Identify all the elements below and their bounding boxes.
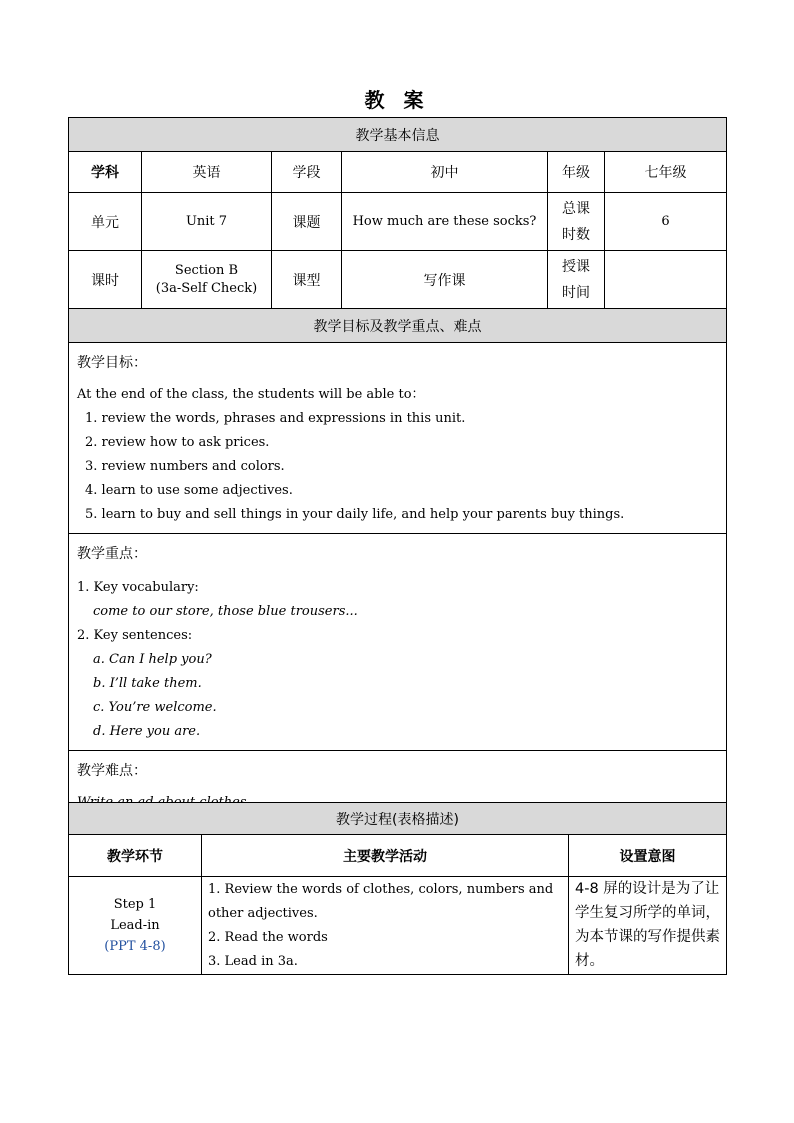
basic-info-header: 教学基本信息 [69, 118, 727, 152]
sentence-item: d. Here you are. [93, 724, 201, 739]
objectives-cell [69, 343, 727, 534]
period-value [142, 251, 272, 309]
type-label: 课型 [272, 251, 342, 309]
activity-line: 2. Read the words [208, 930, 328, 945]
activity-line: 1. Review the words of clothes, colors, numbers and [208, 882, 554, 897]
teach-time-label-line2: 时间 [562, 284, 590, 301]
unit-label: 单元 [69, 193, 142, 251]
stage-value: 初中 [342, 152, 548, 193]
sentence-item: a. Can I help you? [93, 652, 212, 667]
objectives-heading: 教学目标： [77, 355, 147, 371]
sentence-item: c. You’re welcome. [93, 700, 217, 715]
period-label: 课时 [69, 251, 142, 309]
sentence-item: b. I’ll take them. [93, 676, 202, 691]
objective-item: 5. learn to buy and sell things in your daily life, and help your parents buy things. [85, 507, 625, 522]
topic-value: How much are these socks? [342, 193, 548, 251]
vocab-value: come to our store, those blue trousers... [93, 604, 358, 619]
key-points-heading: 教学重点： [77, 546, 147, 562]
teach-time-label [548, 251, 605, 309]
col-header-purpose: 设置意图 [569, 835, 727, 877]
total-hours-label-line2: 时数 [562, 226, 590, 243]
process-header: 教学过程(表格描述) [69, 803, 727, 835]
grade-value: 七年级 [605, 152, 727, 193]
total-hours-label-line1: 总课 [562, 200, 590, 217]
teach-time-label-line1: 授课 [562, 258, 590, 275]
subject-label: 学科 [69, 152, 142, 193]
step-name: Lead-in [110, 918, 160, 933]
total-hours-label [548, 193, 605, 251]
topic-label: 课题 [272, 193, 342, 251]
col-header-activities: 主要教学活动 [202, 835, 569, 877]
unit-value: Unit 7 [142, 193, 272, 251]
vocab-label: 1. Key vocabulary: [77, 580, 199, 595]
step-cell [69, 877, 202, 975]
col-header-stage: 教学环节 [69, 835, 202, 877]
step-number: Step 1 [113, 897, 157, 912]
period-value-line2: (3a-Self Check) [155, 280, 258, 296]
page-title: 教 案 [364, 88, 430, 112]
activity-line: other adjectives. [208, 906, 318, 921]
difficulty-heading: 教学难点： [77, 763, 147, 779]
activity-line: 3. Lead in 3a. [208, 954, 298, 969]
type-value: 写作课 [342, 251, 548, 309]
period-value-line1: Section B [174, 262, 239, 278]
objectives-intro: At the end of the class, the students will be able to： [77, 387, 425, 402]
sentences-label: 2. Key sentences: [77, 628, 193, 643]
objective-item: 2. review how to ask prices. [85, 435, 270, 450]
stage-label: 学段 [272, 152, 342, 193]
activities-cell [202, 877, 569, 975]
purpose-cell: 4-8 屏的设计是为了让学生复习所学的单词，为本节课的写作提供素材。 [569, 877, 727, 975]
subject-value: 英语 [142, 152, 272, 193]
key-points-cell [69, 534, 727, 751]
total-hours-value: 6 [605, 193, 727, 251]
objectives-header: 教学目标及教学重点、难点 [69, 309, 727, 343]
objective-item: 1. review the words, phrases and expressions in this unit. [85, 411, 466, 426]
objective-item: 3. review numbers and colors. [85, 459, 285, 474]
process-table [68, 802, 727, 975]
step-ppt-ref: (PPT 4-8) [104, 939, 166, 954]
objective-item: 4. learn to use some adjectives. [85, 483, 293, 498]
teach-time-value [605, 251, 727, 309]
lesson-plan-table [68, 117, 727, 822]
grade-label: 年级 [548, 152, 605, 193]
